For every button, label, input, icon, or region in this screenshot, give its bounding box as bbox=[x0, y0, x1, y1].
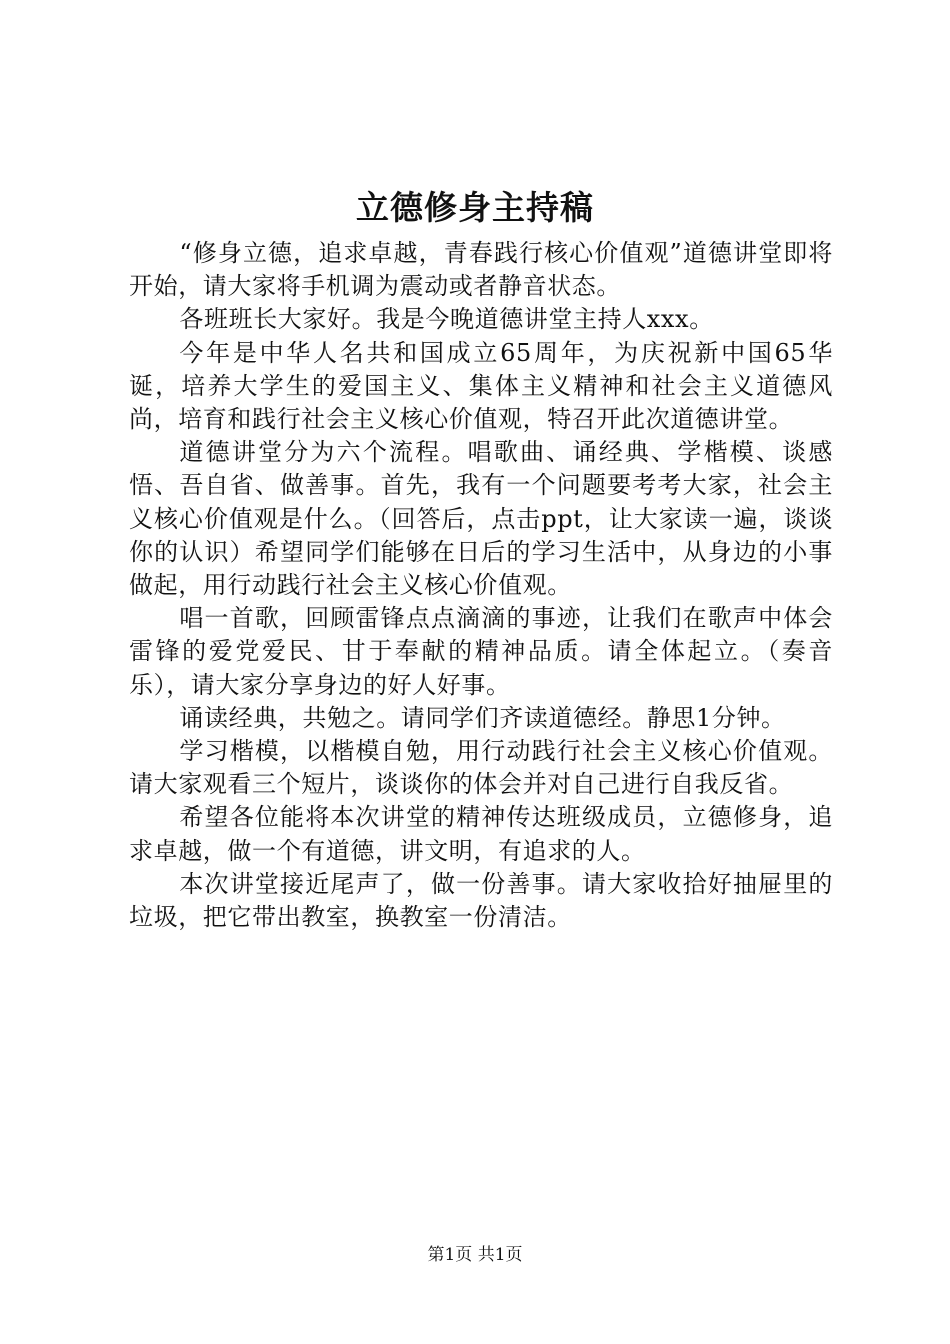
paragraph-9: 本次讲堂接近尾声了，做一份善事。请大家收拾好抽屉里的垃圾，把它带出教室，换教室一份清洁。 bbox=[129, 869, 833, 932]
paragraph-5: 唱一首歌，回顾雷锋点点滴滴的事迹，让我们在歌声中体会雷锋的爱党爱民、甘于奉献的精神品质。请全体起立。（奏音乐），请大家分享身边的好人好事。 bbox=[129, 604, 833, 699]
paragraph-7: 学习楷模，以楷模自勉，用行动践行社会主义核心价值观。请大家观看三个短片，谈谈你的体会并对自己进行自我反省。 bbox=[129, 737, 833, 799]
document-title: 立德修身主持稿 bbox=[356, 188, 594, 227]
paragraph-6: 诵读经典，共勉之。请同学们齐读道德经。静思1分钟。 bbox=[179, 703, 786, 732]
paragraph-8: 希望各位能将本次讲堂的精神传达班级成员，立德修身，追求卓越，做一个有道德，讲文明，有追求的人。 bbox=[129, 803, 833, 865]
document-body bbox=[129, 237, 833, 934]
paragraph-2: 各班班长大家好。我是今晚道德讲堂主持人xxx。 bbox=[179, 305, 714, 334]
paragraph-1: “修身立德，追求卓越，青春践行核心价值观”道德讲堂即将开始，请大家将手机调为震动或者静音状态。 bbox=[129, 239, 833, 301]
paragraph-3: 今年是中华人名共和国成立65周年，为庆祝新中国65华诞，培养大学生的爱国主义、集体主义精神和社会主义道德风尚，培育和践行社会主义核心价值观，特召开此次道德讲堂。 bbox=[129, 338, 833, 434]
paragraph-4: 道德讲堂分为六个流程。唱歌曲、诵经典、学楷模、谈感悟、吾自省、做善事。首先，我有一个问题要考考大家，社会主义核心价值观是什么。（回答后，点击ppt，让大家读一遍，谈谈你的认识）希望同学们能够在日后的学习生活中，从身边的小事做起，用行动践行社会主义核心价值观。 bbox=[129, 438, 833, 600]
page-footer: 第1页 共1页 bbox=[427, 1245, 523, 1265]
